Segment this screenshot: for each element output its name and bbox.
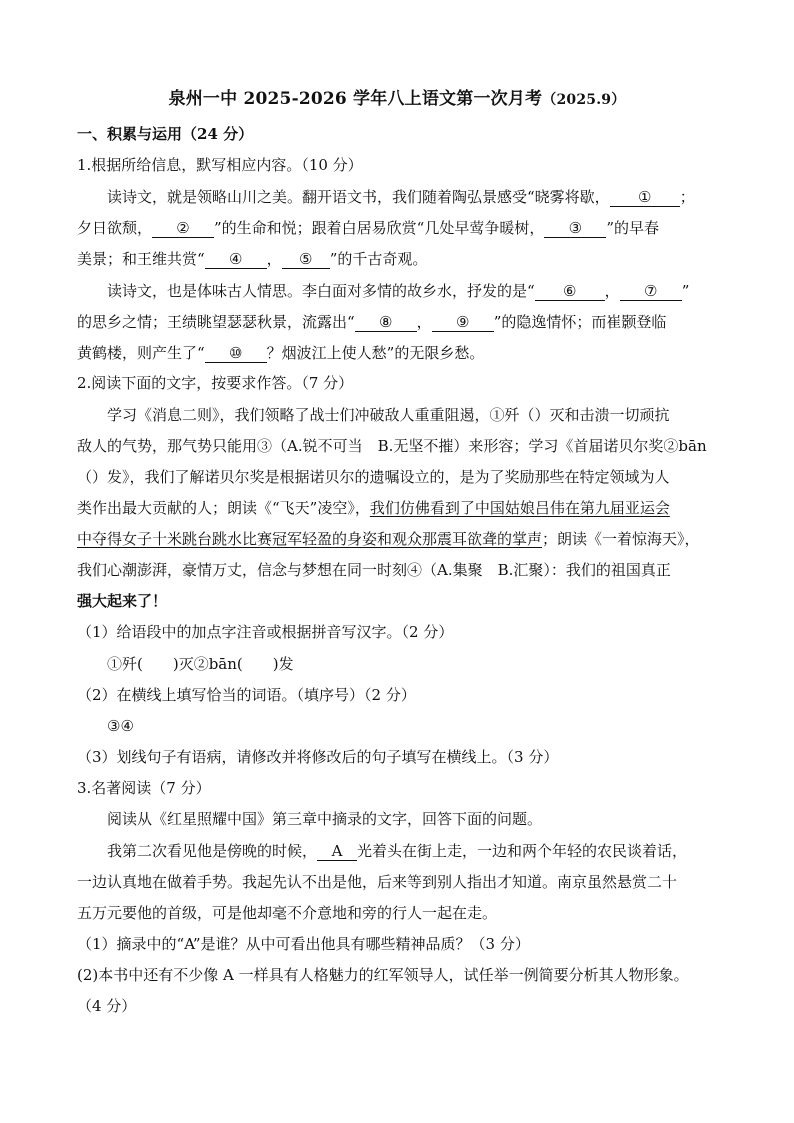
text-span: ”的生命和悦；跟着白居易欣赏“几处早莺争暖树， [214,219,545,237]
page-title [0,84,794,109]
q3-excerpt-line3: 五万元要他的首级，可是他却毫不介意地和旁的行人一起在走。 [77,904,498,922]
q1-p1-line1 [107,187,695,207]
q3-sub1: （1）摘录中的“A”是谁？从中可看出他具有哪些精神品质？（3 分） [77,935,530,953]
blank-2[interactable]: ② [152,219,214,238]
q2-sub2: （2）在横线上填写恰当的词语。（填序号）（2 分） [77,686,416,704]
q3-intro: 阅读从《红星照耀中国》第三章中摘录的文字，回答下面的问题。 [107,810,543,828]
underlined-sentence: 我们仿佛看到了中国姑娘吕伟在第九届亚运会 [369,499,670,517]
blank-6[interactable]: ⑥ [535,282,605,301]
text-span: ”的早春 [606,219,660,237]
text-span: 光着头在街上走，一边和两个年轻的农民谈着话， [357,842,688,860]
q1-heading: 1.根据所给信息，默写相应内容。（10 分） [77,156,363,174]
q3-sub2: (2)本书中还有不少像 A 一样具有人格魅力的红军领导人，试任举一例简要分析其人物形象。 [77,966,689,984]
text-span: 类作出最大贡献的人；朗读《“飞天”凌空》， [77,499,370,517]
text-span: ”的隐逸情怀；而崔颢登临 [493,313,667,331]
text-span: ， [416,313,432,331]
text-span: ， [266,250,282,268]
text-span: ”的千古奇观。 [329,250,428,268]
section-heading: 一、积累与运用（24 分） [77,125,254,143]
q2-heading: 2.阅读下面的文字，按要求作答。（7 分） [77,374,354,392]
q1-p2-line2 [77,312,666,332]
text-span: ； [679,188,695,206]
text-span: ， [604,282,620,300]
q1-p1-line3 [77,249,427,269]
q2-passage-line4 [77,498,670,518]
text-span: 黄鹤楼，则产生了“ [77,344,205,362]
q3-excerpt-line1 [107,841,687,861]
blank-5[interactable]: ⑤ [282,250,330,269]
text-span: 读诗文，就是领略山川之美。翻开语文书，我们随着陶弘景感受“晓雾将歇， [107,188,610,206]
q2-sub2-answer[interactable]: ③④ [107,717,134,735]
underlined-sentence: 中夺得女子十米跳台跳水比赛冠军轻盈的身姿和观众那震耳欲聋的掌声 [77,530,543,548]
blank-4[interactable]: ④ [205,250,267,269]
q2-passage-line6: 我们心潮澎湃，豪情万丈，信念与梦想在同一时刻④（A.集聚 B.汇聚）：我们的祖国真正 [77,561,671,579]
q1-p2-line3 [77,343,484,363]
text-span: 读诗文，也是体味古人情思。李白面对多情的故乡水，抒发的是“ [107,282,535,300]
q2-sub1: （1）给语段中的加点字注音或根据拼音写汉字。（2 分） [77,623,454,641]
text-span: 的思乡之情；王绩眺望瑟瑟秋景，流露出“ [77,313,355,331]
q2-passage-line3: （）发》，我们了解诺贝尔奖是根据诺贝尔的遗嘱设立的，是为了奖励那些在特定领域为人 [77,468,670,486]
q2-passage-line5 [77,529,700,549]
q2-passage-line1: 学习《消息二则》，我们领略了战士们冲破敌人重重阻遏，①歼（）灭和击溃一切顽抗 [107,406,670,424]
q2-passage-line2: 敌人的气势，那气势只能用③（A.锐不可当 B.无坚不摧）来形容；学习《首届诺贝尔奖②bān [77,437,707,455]
blank-10[interactable]: ⑩ [205,344,267,363]
q3-sub2-score: （4 分） [77,997,137,1015]
blank-3[interactable]: ③ [544,219,606,238]
q1-p2-line1 [107,281,689,301]
blank-9[interactable]: ⑨ [432,313,494,332]
q2-passage-line7: 强大起来了！ [77,592,168,610]
text-span: ；朗读《一着惊海天》， [542,530,700,548]
text-span: 我第二次看见他是傍晚的时候， [107,842,318,860]
q2-sub3: （3）划线句子有语病，请修改并将修改后的句子填写在横线上。（3 分） [77,748,559,766]
blank-8[interactable]: ⑧ [355,313,417,332]
title-text: 泉州一中 2025-2026 学年八上语文第一次月考 [168,89,543,109]
text-span: 美景；和王维共赏“ [77,250,205,268]
blank-1[interactable]: ① [610,188,680,207]
text-span: 夕日欲颓， [77,219,153,237]
text-span: ” [681,282,690,300]
text-span: ？烟波江上使人愁”的无限乡愁。 [266,344,485,362]
blank-7[interactable]: ⑦ [620,282,682,301]
q3-heading: 3.名著阅读（7 分） [77,779,211,797]
q1-p1-line2 [77,218,659,238]
blank-A: A [317,842,357,861]
q3-excerpt-line2: 一边认真地在做着手势。我起先认不出是他，后来等到别人指出才知道。南京虽然悬赏二十 [77,873,678,891]
q2-sub1-answer[interactable]: ①歼( )灭②bān( )发 [107,655,294,673]
title-date: （2025.9） [542,92,626,108]
